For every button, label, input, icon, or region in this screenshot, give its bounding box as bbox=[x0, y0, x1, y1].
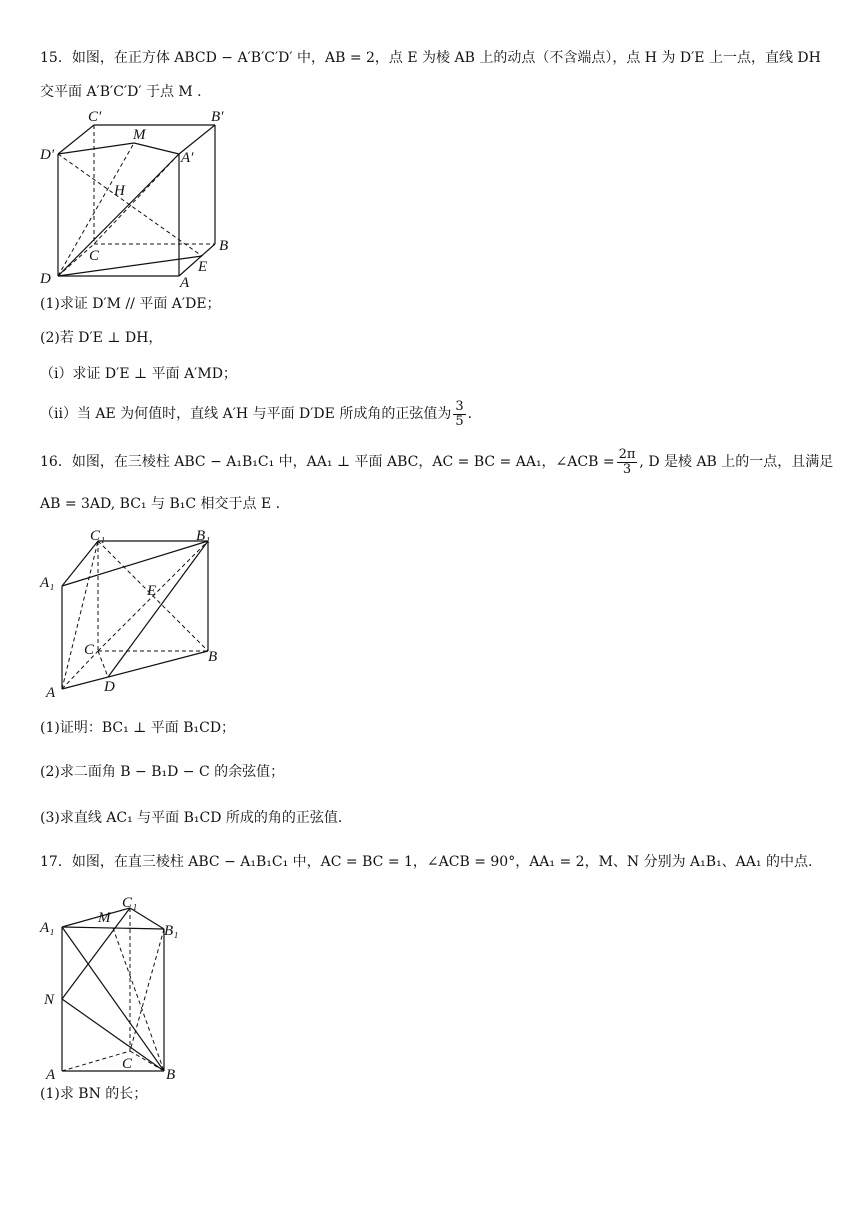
q15-part2-ii-end: . bbox=[467, 406, 473, 422]
label-A: A bbox=[46, 685, 56, 699]
label-A1: A′ bbox=[181, 150, 194, 166]
label-B: B bbox=[219, 238, 229, 254]
label-E: E bbox=[198, 259, 208, 275]
label-B1: B′ bbox=[211, 109, 224, 125]
q16-part1: (1)证明：BC₁ ⊥ 平面 B₁CD； bbox=[40, 720, 236, 736]
label-B: B bbox=[208, 649, 218, 665]
q17-prism-figure bbox=[38, 891, 188, 1081]
label-D: D bbox=[40, 271, 51, 287]
label-C: C bbox=[122, 1056, 133, 1072]
q15-part2-i: （i）求证 D′E ⊥ 平面 A′MD； bbox=[40, 366, 237, 382]
edge bbox=[62, 927, 164, 1071]
label-E: E bbox=[147, 583, 157, 599]
edge bbox=[62, 541, 208, 586]
q15-part2: (2)若 D′E ⊥ DH， bbox=[40, 330, 163, 346]
label-D: D bbox=[104, 679, 115, 695]
hidden-edge bbox=[113, 928, 164, 1071]
q15-part1: (1)求证 D′M // 平面 A′DE； bbox=[40, 296, 221, 312]
label-C: C bbox=[84, 642, 95, 658]
label-C1: C₁ bbox=[90, 528, 106, 544]
q15-part2-ii-text: （ii）当 AE 为何值时，直线 A′H 与平面 D′DE 所成角的正弦值为 bbox=[40, 406, 452, 422]
label-A1: A₁ bbox=[40, 575, 55, 591]
edge bbox=[134, 143, 179, 154]
label-D1: D′ bbox=[40, 147, 55, 163]
hidden-edge bbox=[58, 154, 202, 256]
q15-statement-line1: 15．如图，在正方体 ABCD − A′B′C′D′ 中，AB = 2，点 E 为棱 AB 上的动点（不含端点），点 H 为 D′E 上一点，直线 DH bbox=[40, 50, 821, 66]
label-A: A bbox=[46, 1067, 56, 1081]
edge bbox=[62, 999, 164, 1071]
q16-statement-text-end: , D 是棱 AB 上的一点，且满足 bbox=[639, 454, 834, 470]
hidden-edge bbox=[98, 651, 108, 677]
label-H: H bbox=[114, 183, 125, 199]
label-B1: B₁ bbox=[164, 923, 179, 939]
q16-part2: (2)求二面角 B − B₁D − C 的余弦值； bbox=[40, 764, 285, 780]
label-N: N bbox=[44, 992, 55, 1008]
label-M: M bbox=[133, 127, 146, 143]
edge bbox=[58, 256, 202, 276]
q16-fraction-numerator: 2π bbox=[618, 446, 636, 462]
q16-statement-text: 16．如图，在三棱柱 ABC − A₁B₁C₁ 中，AA₁ ⊥ 平面 ABC，AC = BC = AA₁，∠ACB = bbox=[40, 454, 615, 470]
q15-fraction-numerator: 3 bbox=[455, 398, 464, 414]
edge bbox=[62, 908, 130, 927]
label-C1: C₁ bbox=[122, 895, 138, 911]
label-A: A bbox=[180, 275, 190, 287]
q16-part3: (3)求直线 AC₁ 与平面 B₁CD 所成的角的正弦值. bbox=[40, 810, 343, 826]
q16-prism-figure bbox=[38, 527, 228, 699]
edge bbox=[179, 244, 215, 276]
q15-part2-ii bbox=[40, 398, 472, 430]
q15-cube-figure bbox=[34, 105, 234, 287]
label-B: B bbox=[166, 1067, 176, 1081]
edge bbox=[130, 908, 164, 929]
q15-statement-line2: 交平面 A′B′C′D′ 于点 M . bbox=[40, 84, 202, 100]
label-C1: C′ bbox=[88, 109, 102, 125]
q16-statement-line2: AB = 3AD, BC₁ 与 B₁C 相交于点 E . bbox=[40, 496, 281, 512]
edge bbox=[108, 541, 208, 677]
edge bbox=[62, 908, 130, 999]
label-B1: B₁ bbox=[196, 528, 211, 544]
q16-fraction bbox=[617, 448, 638, 477]
label-A1: A₁ bbox=[40, 920, 55, 936]
q16-statement-line1 bbox=[40, 446, 833, 478]
label-C: C bbox=[89, 248, 100, 264]
hidden-edge bbox=[62, 1051, 130, 1071]
q15-fraction bbox=[453, 400, 465, 429]
q17-statement-line1: 17．如图，在直三棱柱 ABC − A₁B₁C₁ 中，AC = BC = 1，∠ACB = 90°，AA₁ = 2，M、N 分别为 A₁B₁、AA₁ 的中点. bbox=[40, 854, 813, 870]
q15-fraction-denominator: 5 bbox=[455, 413, 464, 429]
label-M: M bbox=[98, 910, 111, 926]
edge bbox=[58, 154, 179, 276]
q16-fraction-denominator: 3 bbox=[622, 461, 632, 477]
q17-part1: (1)求 BN 的长； bbox=[40, 1086, 148, 1102]
